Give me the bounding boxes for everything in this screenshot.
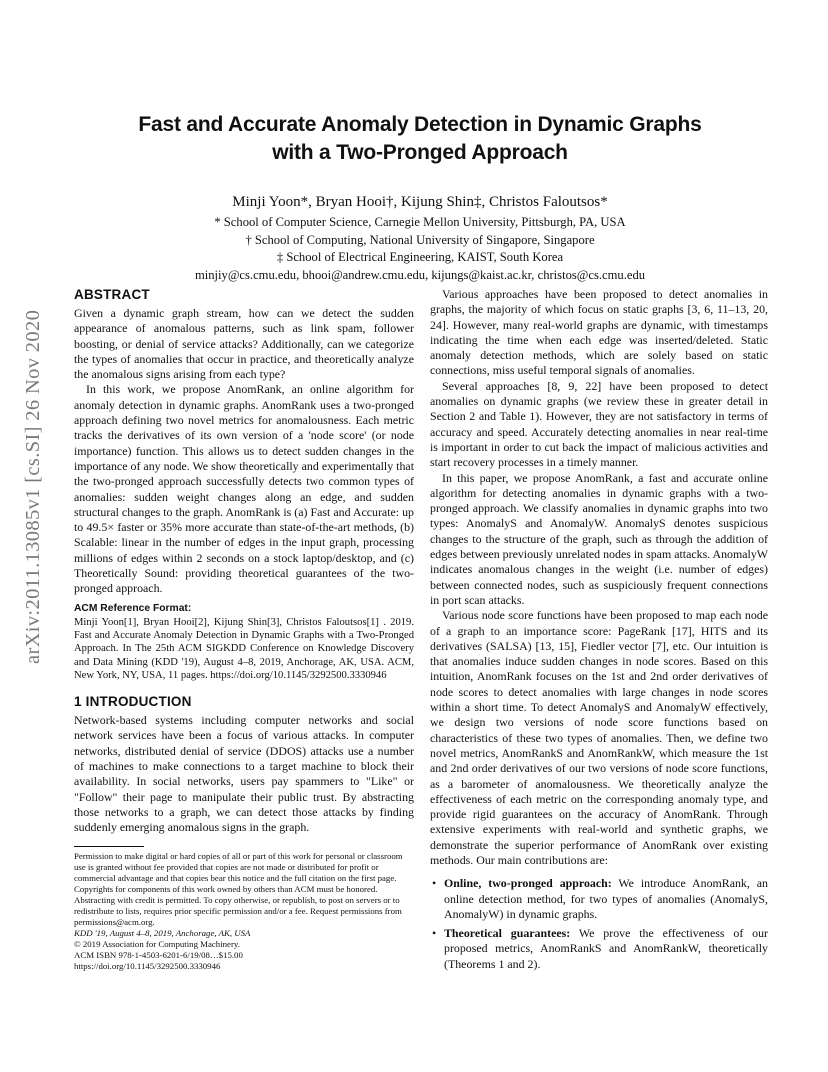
venue-note	[74, 928, 414, 939]
author-emails: minjiy@cs.cmu.edu, bhooi@andrew.cmu.edu, kijungs@kaist.ac.kr, christos@cs.cmu.edu	[194, 267, 646, 282]
venue-text: KDD '19, August 4–8, 2019, Anchorage, AK, USA	[74, 928, 251, 939]
doi-note: https://doi.org/10.1145/3292500.3330946	[74, 961, 221, 972]
introduction-paragraph-1: Network-based systems including computer networks and social network services have been a focus of various attacks. In computer networks, distributed denial of service (DDOS) attacks use a number of machines to make connections to a target machine to block their availability. In social networks, users pay spammers to "Like" or "Follow" their page to manipulate their public trust. By abstracting those networks to a graph, we can detect those attacks by finding suddenly emerging anomalous signs in the graph.	[74, 713, 414, 835]
left-column	[74, 287, 414, 973]
contribution-text: We introduce AnomRank, an online detection method, for two types of anomalies (AnomalyS, AnomalyW) in dynamic graphs.	[444, 876, 768, 921]
abstract-heading: ABSTRACT	[74, 287, 150, 302]
contribution-text: We prove the effectiveness of our proposed metrics, AnomRankS and AnomRankW, theoretically (Theorems 1 and 2).	[444, 926, 768, 971]
contribution-title: Online, two-pronged approach:	[444, 876, 612, 891]
isbn-note: ACM ISBN 978-1-4503-6201-6/19/08…$15.00	[74, 950, 243, 961]
affiliation-kaist: ‡ School of Electrical Engineering, KAIST, South Korea	[276, 250, 564, 264]
paper-title	[80, 111, 760, 167]
permission-notice: Permission to make digital or hard copies of all or part of this work for personal or classroom use is granted without fee provided that copies are not made or distributed for profit or commercial advantage and that copies bear this notice and the full citation on the first page. Copyrights for components of this work owned by others than ACM must be honored. Abstracting with credit is permitted. To copy otherwise, or republish, to post on servers or to redistribute to lists, requires prior specific permission and/or a fee. Request permissions from permissions@acm.org.	[74, 850, 403, 928]
right-column	[430, 287, 768, 976]
contribution-item	[430, 926, 768, 972]
abstract-paragraph-1: Given a dynamic graph stream, how can we detect the sudden appearance of anomalous patterns, such as link spam, follower boosting, or denial of service attacks? Additionally, can we categorize the types of anomalies that occur in practice, and theoretically analyze the anomalous signs arising from each type?	[74, 306, 414, 382]
author-block	[80, 192, 760, 284]
acm-reference-text: Minji Yoon[1], Bryan Hooi[2], Kijung Shin[3], Christos Faloutsos[1] . 2019. Fast and Accurate Anomaly Detection in Dynamic Graphs with a Two-Pronged Approach. In The 25th ACM SIGKDD Conference on Knowledge Discovery and Data Mining (KDD '19), August 4–8, 2019, Anchorage, AK, USA. ACM, New York, NY, USA, 11 pages. https://doi.org/10.1145/3292500.3330946	[74, 616, 414, 681]
intro-paragraph-2: Various approaches have been proposed to detect anomalies in graphs, the majority of which focus on static graphs [3, 6, 11–13, 20, 24]. However, many real-world graphs are dynamic, with timestamps indicating the time when each edge was inserted/deleted. Static anomaly detection methods, which are solely based on static connections, miss useful temporal signals of anomalies.	[430, 287, 768, 378]
intro-paragraph-4: In this paper, we propose AnomRank, a fast and accurate online algorithm for detecting anomalies in dynamic graphs with a two-pronged approach. We classify anomalies in dynamic graphs into two types: AnomalyS and AnomalyW. AnomalyS denotes suspicious changes to the structure of the graph, such as through the addition of edges between previously unrelated nodes in spam attacks. AnomalyW indicates anomalous changes in the weight (i.e. number of edges) between connected nodes, such as suspiciously frequent connections in port scan attacks.	[430, 470, 768, 607]
contribution-item	[430, 876, 768, 922]
arxiv-identifier: arXiv:2011.13085v1 [cs.SI] 26 Nov 2020	[22, 309, 44, 665]
footnote-divider	[74, 846, 144, 847]
bullet-glyph: •	[432, 876, 437, 891]
copyright-note: © 2019 Association for Computing Machinery.	[74, 939, 240, 950]
affiliation-cmu: * School of Computer Science, Carnegie Mellon University, Pittsburgh, PA, USA	[214, 215, 626, 229]
abstract-paragraph-2: In this work, we propose AnomRank, an online algorithm for anomaly detection in dynamic graphs. AnomRank uses a two-pronged approach defining two novel metrics for anomalousness. Each metric tracks the derivatives of its own version of a 'node score' (or node importance) function. This allows us to detect sudden changes in the importance of any node. We show theoretically and experimentally that the two-pronged approach successfully detects two common types of anomalies: sudden weight changes along an edge, and sudden structural changes to the graph. AnomRank is (a) Fast and Accurate: up to 49.5× faster or 35% more accurate than state-of-the-art methods, (b) Scalable: linear in the number of edges in the input graph, processing millions of edges within 2 seconds on a stock laptop/desktop, and (c) Theoretically Sound: providing theoretical guarantees of the two-pronged approach.	[74, 382, 414, 596]
contributions-list	[430, 876, 768, 972]
intro-paragraph-5: Various node score functions have been proposed to map each node of a graph to an importance score: PageRank [17], HITS and its derivatives (SALSA) [13, 15], Fiedler vector [7], etc. Our intuition is that anomalies induce sudden changes in node scores. Based on this intuition, AnomRank focuses on the 1st and 2nd order derivatives of node scores to detect anomalies with large changes in node scores within a short time. To detect AnomalyS and AnomalyW effectively, we design two versions of node score functions based on characteristics of these two types of anomalies. Then, we define two novel metrics, AnomRankS and AnomRankW, which measure the 1st and 2nd order derivatives of our two versions of node score functions, as a barometer of anomalousness. We theoretically analyze the effectiveness of each metric on the corresponding anomaly type, and provide rigid guarantees on the accuracy of AnomRank. Through extensive experiments with real-world and synthetic graphs, we demonstrate the superior performance of AnomRank over existing methods. Our main contributions are:	[430, 608, 768, 867]
affiliation-nus: † School of Computing, National University of Singapore, Singapore	[245, 232, 595, 247]
acm-reference-heading: ACM Reference Format:	[74, 602, 192, 614]
title-line-2: with a Two-Pronged Approach	[272, 141, 568, 164]
title-line-1: Fast and Accurate Anomaly Detection in Dynamic Graphs	[138, 113, 702, 136]
bullet-glyph: •	[432, 926, 437, 941]
intro-paragraph-3: Several approaches [8, 9, 22] have been proposed to detect anomalies on dynamic graphs (we review these in greater detail in Section 2 and Table 1). However, they are not satisfactory in terms of accuracy and speed. Accurately detecting anomalies in near real-time is important in order to cut back the impact of malicious activities and start recovery processes in a timely manner.	[430, 378, 768, 470]
author-names: Minji Yoon*, Bryan Hooi†, Kijung Shin‡, Christos Faloutsos*	[232, 194, 608, 210]
introduction-heading: 1 INTRODUCTION	[74, 694, 192, 710]
contribution-title: Theoretical guarantees:	[444, 926, 571, 941]
